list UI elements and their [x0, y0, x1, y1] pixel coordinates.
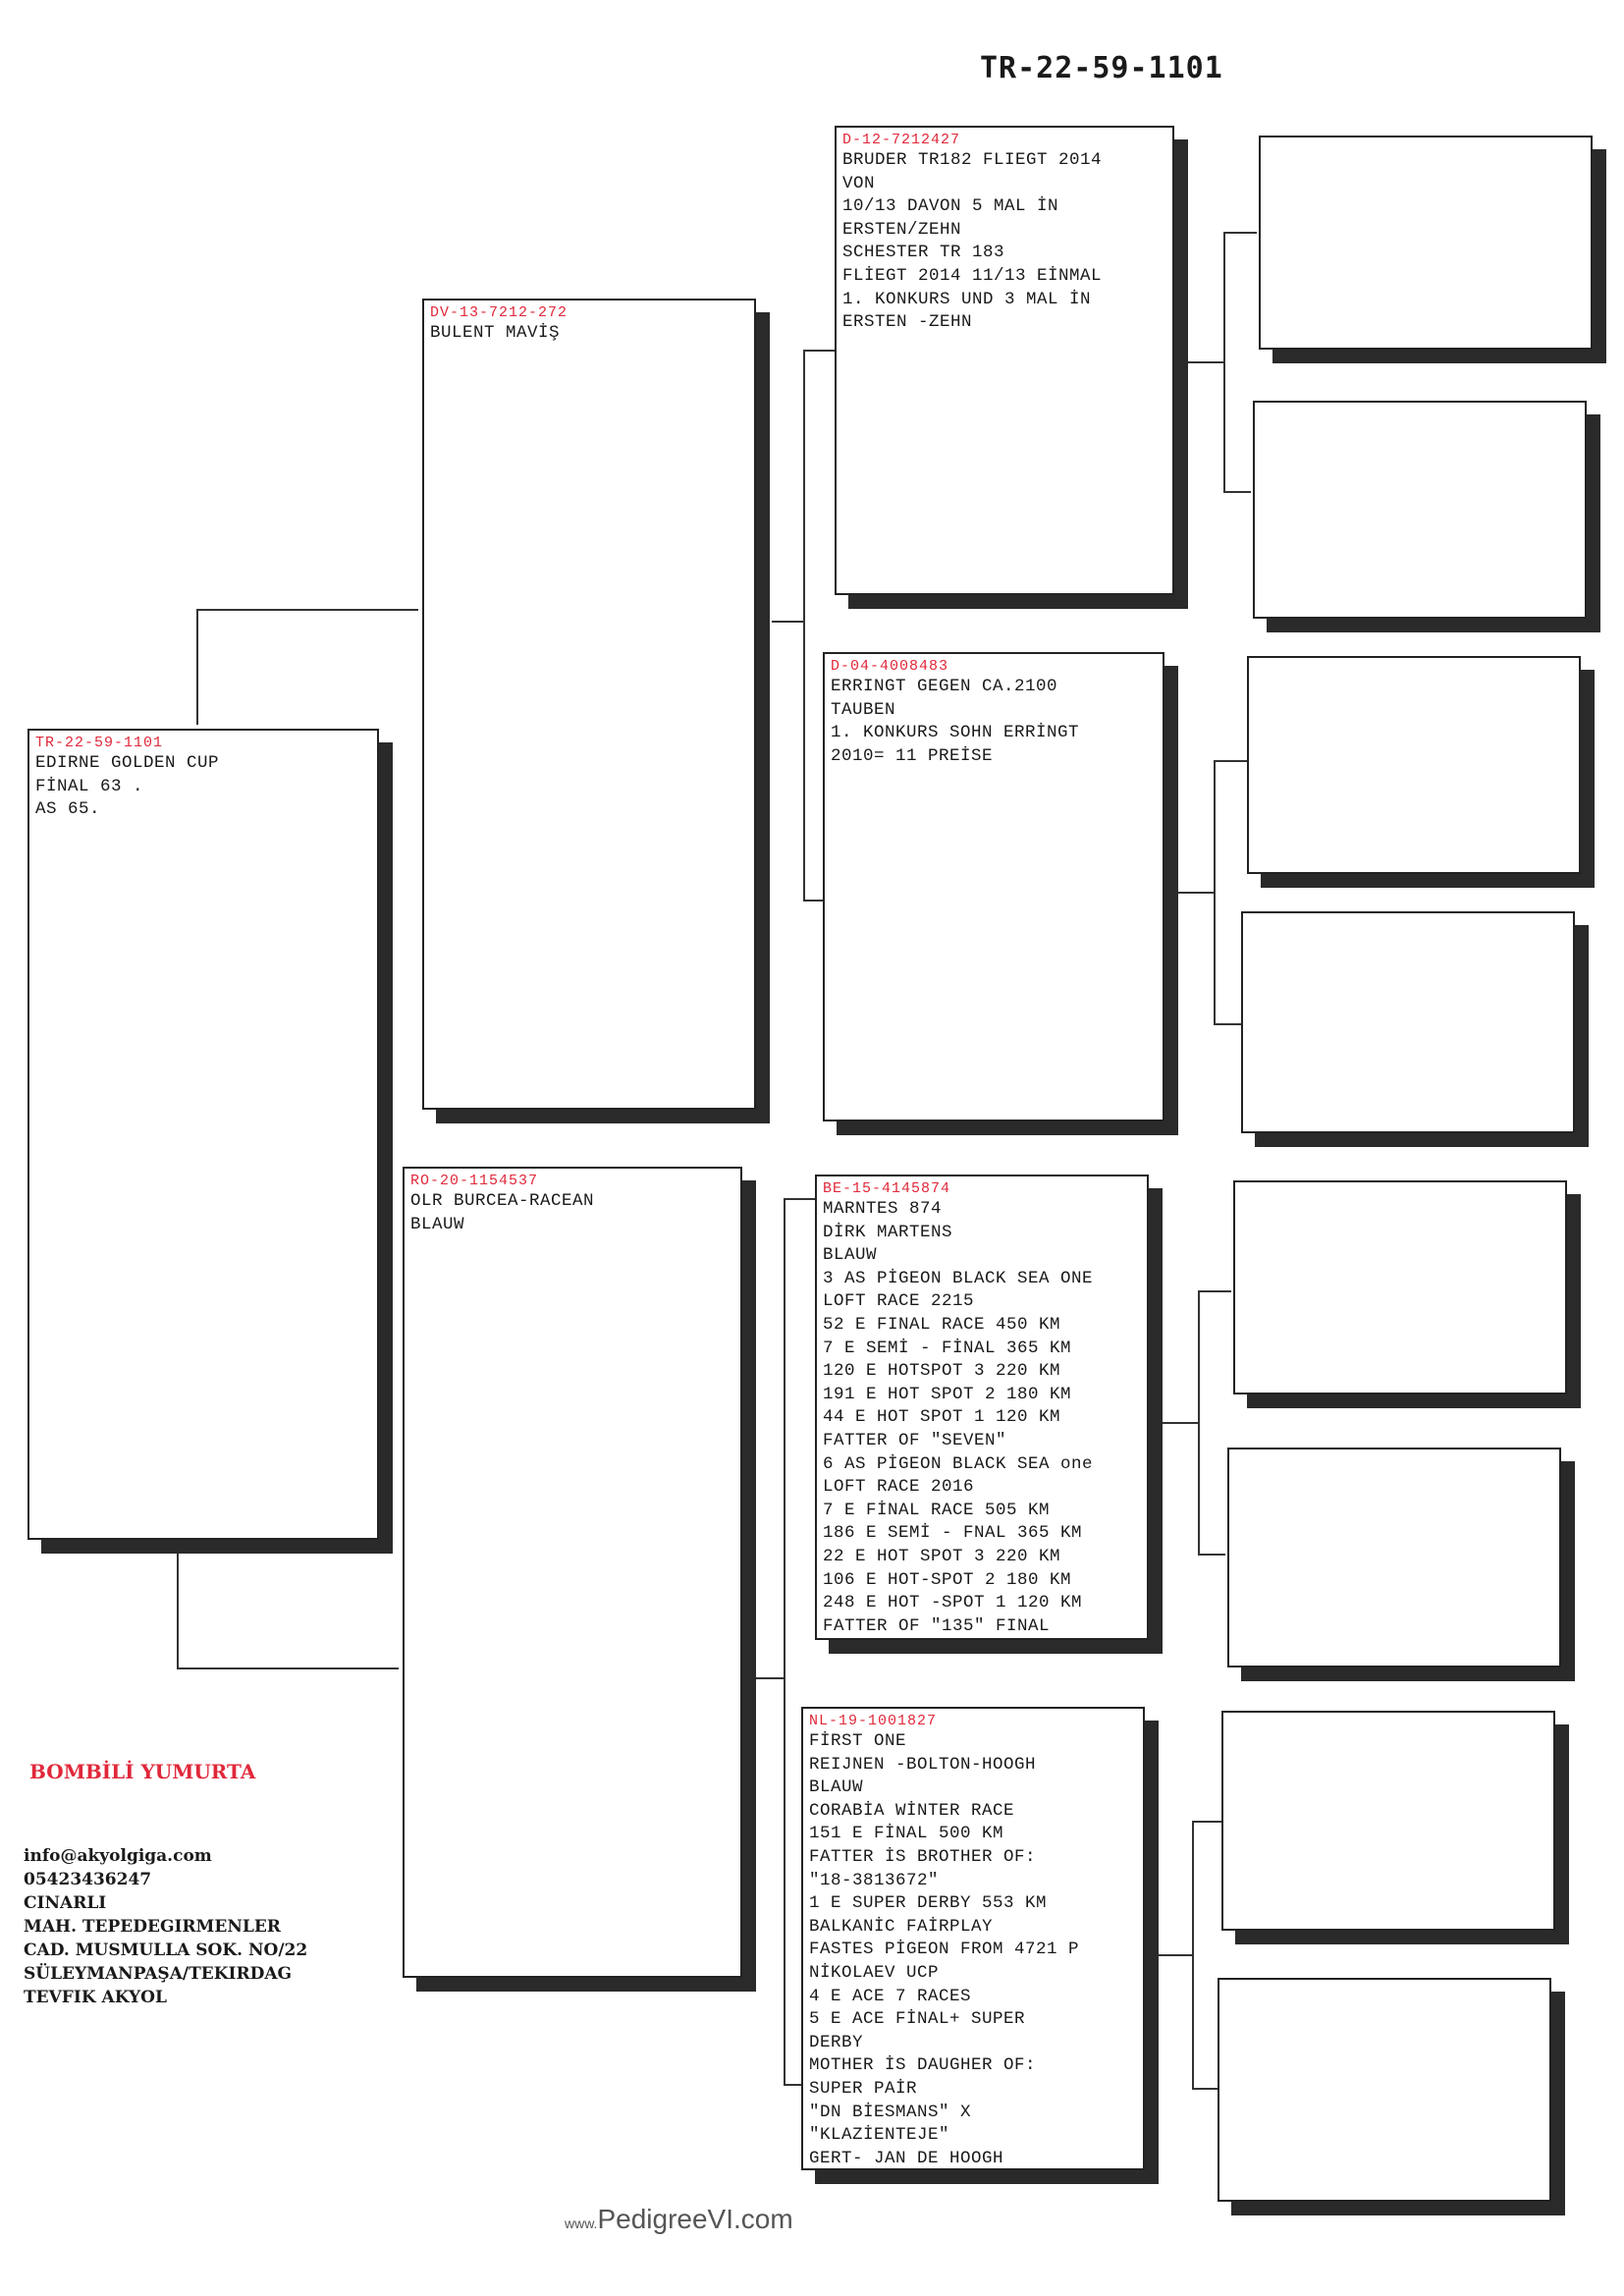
footer-www: www.	[565, 2215, 598, 2231]
connector	[1192, 1821, 1194, 2088]
ggp-card-3[interactable]	[1247, 656, 1581, 874]
footer-tld: .com	[733, 2204, 793, 2234]
connector	[803, 350, 835, 352]
footer-brand: PedigreeVI	[597, 2204, 733, 2234]
bird-notes: EDIRNE GOLDEN CUP FİNAL 63 . AS 65.	[35, 753, 220, 820]
ring-number: RO-20-1154537	[410, 1173, 539, 1189]
address-line: SÜLEYMANPAŞA/TEKIRDAG	[24, 1964, 293, 1984]
subject-bird-card[interactable]	[27, 729, 379, 1540]
connector	[1192, 2088, 1219, 2090]
ggp-card-4[interactable]	[1241, 911, 1575, 1133]
connector	[1223, 491, 1251, 493]
connector	[196, 609, 198, 725]
connector	[1174, 892, 1214, 894]
bird-notes: ERRINGT GEGEN CA.2100 TAUBEN 1. KONKURS SOHN ERRİNGT 2010= 11 PREİSE	[831, 677, 1080, 766]
ggp-card-2[interactable]	[1253, 401, 1587, 619]
bird-notes: BULENT MAVİŞ	[430, 323, 561, 343]
dam-card[interactable]	[403, 1167, 742, 1978]
connector	[1223, 232, 1225, 491]
address-line: CINARLI	[24, 1893, 107, 1913]
ggp-card-5[interactable]	[1233, 1180, 1567, 1394]
connector	[177, 1667, 399, 1669]
bird-notes: FİRST ONE REIJNEN -BOLTON-HOOGH BLAUW CORABİA WİNTER RACE 151 E FİNAL 500 KM FATTER İS BROTHER OF: "18-3813672" 1 E SUPER DERBY 553 KM BALKANİC FAİRPLAY FASTES PİGEON FROM 4721 P NİKOLAEV UCP 4 E ACE 7 RACES 5 E ACE FİNAL+ SUPER DERBY MOTHER İS DAUGHER OF: SUPER PAİR "DN BİESMANS" X "KLAZİENTEJE" GERT- JAN DE HOOGH	[809, 1731, 1080, 2168]
email[interactable]: info@akyolgiga.com	[24, 1846, 212, 1866]
connector	[1192, 1821, 1225, 1823]
ring-number: BE-15-4145874	[823, 1180, 951, 1197]
connector	[1214, 1023, 1241, 1025]
connector	[177, 1542, 179, 1667]
connector	[196, 609, 418, 611]
phone[interactable]: 05423436247	[24, 1870, 152, 1889]
ring-number: TR-22-59-1101	[35, 735, 164, 751]
connector	[784, 1198, 815, 1200]
ggp-card-8[interactable]	[1218, 1978, 1551, 2202]
sire-card[interactable]	[422, 299, 756, 1110]
breeder-contact	[24, 1844, 307, 2009]
bird-notes: OLR BURCEA-RACEAN BLAUW	[410, 1191, 595, 1234]
connector	[1214, 760, 1216, 1023]
connector	[1198, 1554, 1225, 1556]
pedigree-title: TR-22-59-1101	[980, 51, 1223, 85]
ring-number: D-04-4008483	[831, 658, 949, 675]
breeder-name: BOMBİLİ YUMURTA	[29, 1760, 256, 1783]
sire-sire-card[interactable]	[835, 126, 1174, 595]
address-line: MAH. TEPEDEGIRMENLER	[24, 1917, 281, 1937]
connector	[1184, 361, 1223, 363]
footer-logo[interactable]	[565, 2204, 793, 2235]
owner-name: TEVFIK AKYOL	[24, 1988, 167, 2007]
address-line: CAD. MUSMULLA SOK. NO/22	[24, 1941, 308, 1960]
ring-number: DV-13-7212-272	[430, 304, 568, 321]
connector	[1198, 1290, 1200, 1554]
bird-notes: BRUDER TR182 FLIEGT 2014 VON 10/13 DAVON 5 MAL İN ERSTEN/ZEHN SCHESTER TR 183 FLİEGT 2014 11/13 EİNMAL 1. KONKURS UND 3 MAL İN ERSTEN -ZEHN	[842, 150, 1103, 333]
ggp-card-1[interactable]	[1259, 136, 1593, 350]
connector	[1214, 760, 1247, 762]
ring-number: D-12-7212427	[842, 132, 961, 148]
connector	[746, 1677, 785, 1679]
connector	[772, 621, 803, 623]
ggp-card-7[interactable]	[1221, 1711, 1555, 1931]
connector	[803, 350, 805, 902]
bird-notes: MARNTES 874 DİRK MARTENS BLAUW 3 AS PİGEON BLACK SEA ONE LOFT RACE 2215 52 E FINAL RACE 450 KM 7 E SEMİ - FİNAL 365 KM 120 E HOTSPOT 3 220 KM 191 E HOT SPOT 2 180 KM 44 E HOT SPOT 1 120 KM FATTER OF "SEVEN" 6 AS PİGEON BLACK SEA one LOFT RACE 2016 7 E FİNAL RACE 505 KM 186 E SEMİ - FNAL 365 KM 22 E HOT SPOT 3 220 KM 106 E HOT-SPOT 2 180 KM 248 E HOT -SPOT 1 120 KM FATTER OF "135" FINAL	[823, 1199, 1094, 1636]
connector	[1223, 232, 1257, 234]
connector	[1159, 1422, 1198, 1424]
ggp-card-6[interactable]	[1227, 1448, 1561, 1667]
connector	[1198, 1290, 1231, 1292]
connector	[784, 1198, 785, 2086]
sire-dam-card[interactable]	[823, 652, 1164, 1121]
ring-number: NL-19-1001827	[809, 1713, 938, 1729]
connector	[1155, 1954, 1194, 1956]
dam-dam-card[interactable]	[801, 1707, 1145, 2170]
dam-sire-card[interactable]	[815, 1175, 1149, 1640]
